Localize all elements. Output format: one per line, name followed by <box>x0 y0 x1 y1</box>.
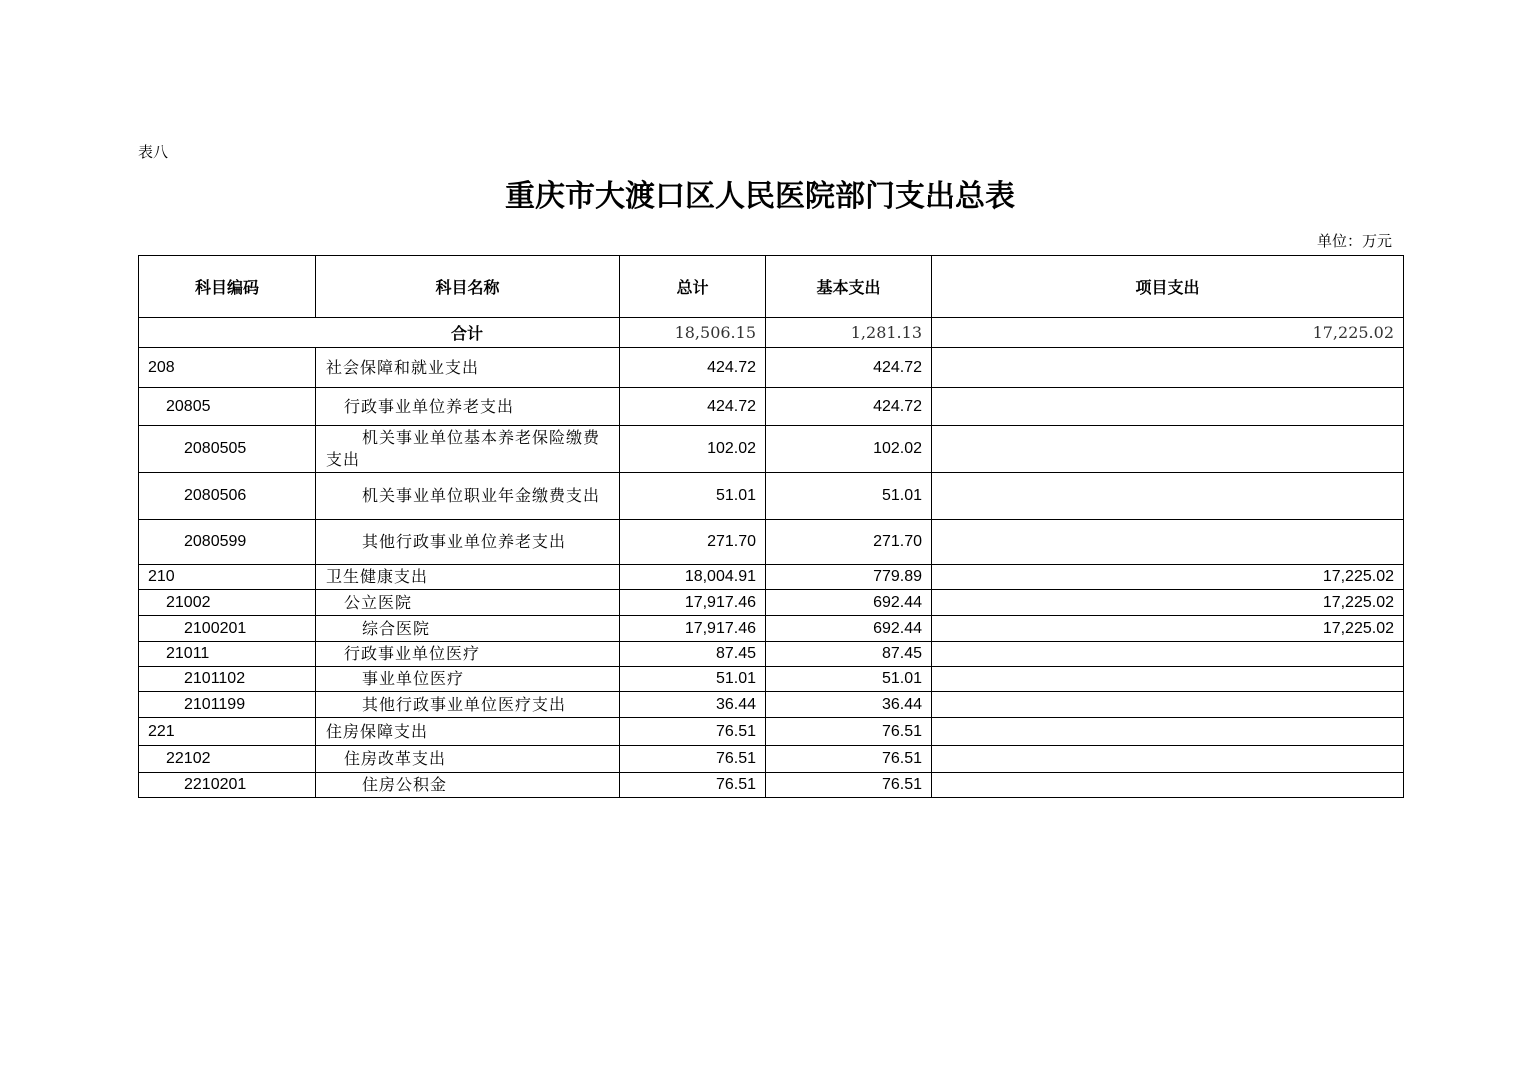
header-project: 项目支出 <box>932 256 1404 318</box>
row-total: 424.72 <box>620 348 766 388</box>
table-row <box>139 642 1404 667</box>
row-code: 20805 <box>139 388 316 426</box>
header-basic: 基本支出 <box>766 256 932 318</box>
row-code: 2101199 <box>139 692 316 718</box>
row-name: 公立医院 <box>316 590 620 616</box>
table-row <box>139 388 1404 426</box>
table-row <box>139 616 1404 642</box>
row-basic: 76.51 <box>766 773 932 798</box>
row-basic: 779.89 <box>766 565 932 590</box>
row-code: 2080599 <box>139 520 316 565</box>
row-name: 住房改革支出 <box>316 746 620 773</box>
total-label: 合计 <box>450 324 483 343</box>
expenditure-table <box>138 255 1404 798</box>
table-row <box>139 520 1404 565</box>
row-total: 424.72 <box>620 388 766 426</box>
row-total: 87.45 <box>620 642 766 667</box>
row-project: 17,225.02 <box>932 590 1404 616</box>
row-name: 行政事业单位养老支出 <box>316 388 620 426</box>
total-project: 17,225.02 <box>932 318 1404 348</box>
table-row <box>139 348 1404 388</box>
row-name: 事业单位医疗 <box>316 667 620 692</box>
table-row <box>139 426 1404 473</box>
row-basic: 76.51 <box>766 746 932 773</box>
row-code: 221 <box>139 718 316 746</box>
row-basic: 271.70 <box>766 520 932 565</box>
table-row <box>139 473 1404 520</box>
row-code: 21002 <box>139 590 316 616</box>
header-total: 总计 <box>620 256 766 318</box>
total-total: 18,506.15 <box>620 318 766 348</box>
total-basic: 1,281.13 <box>766 318 932 348</box>
row-total: 18,004.91 <box>620 565 766 590</box>
row-name: 机关事业单位职业年金缴费支出 <box>316 473 620 520</box>
row-name: 社会保障和就业支出 <box>316 348 620 388</box>
row-project <box>932 426 1404 473</box>
row-project <box>932 692 1404 718</box>
row-total: 76.51 <box>620 746 766 773</box>
table-row <box>139 746 1404 773</box>
header-code: 科目编码 <box>139 256 316 318</box>
header-name: 科目名称 <box>316 256 620 318</box>
row-total: 51.01 <box>620 473 766 520</box>
unit-label: 单位：万元 <box>1316 232 1392 250</box>
row-project <box>932 520 1404 565</box>
row-code: 22102 <box>139 746 316 773</box>
row-total: 17,917.46 <box>620 590 766 616</box>
row-code: 2080506 <box>139 473 316 520</box>
row-name: 机关事业单位基本养老保险缴费支出 <box>316 426 620 473</box>
row-project <box>932 746 1404 773</box>
row-basic: 424.72 <box>766 388 932 426</box>
row-basic: 424.72 <box>766 348 932 388</box>
table-row <box>139 565 1404 590</box>
table-header-row <box>139 256 1404 318</box>
row-total: 17,917.46 <box>620 616 766 642</box>
row-total: 76.51 <box>620 773 766 798</box>
row-basic: 36.44 <box>766 692 932 718</box>
row-project <box>932 348 1404 388</box>
row-code: 2210201 <box>139 773 316 798</box>
total-row <box>139 318 1404 348</box>
row-name: 其他行政事业单位养老支出 <box>316 520 620 565</box>
row-total: 271.70 <box>620 520 766 565</box>
row-project: 17,225.02 <box>932 565 1404 590</box>
row-name: 卫生健康支出 <box>316 565 620 590</box>
table-row <box>139 667 1404 692</box>
row-code: 2080505 <box>139 426 316 473</box>
row-name: 行政事业单位医疗 <box>316 642 620 667</box>
table-row <box>139 718 1404 746</box>
row-basic: 692.44 <box>766 590 932 616</box>
row-project <box>932 642 1404 667</box>
table-row <box>139 773 1404 798</box>
row-code: 2101102 <box>139 667 316 692</box>
row-name: 其他行政事业单位医疗支出 <box>316 692 620 718</box>
row-project <box>932 473 1404 520</box>
row-basic: 76.51 <box>766 718 932 746</box>
total-label-cell <box>139 318 620 348</box>
row-total: 51.01 <box>620 667 766 692</box>
row-project <box>932 773 1404 798</box>
row-project: 17,225.02 <box>932 616 1404 642</box>
row-total: 36.44 <box>620 692 766 718</box>
row-code: 21011 <box>139 642 316 667</box>
row-code: 210 <box>139 565 316 590</box>
row-basic: 51.01 <box>766 667 932 692</box>
row-basic: 102.02 <box>766 426 932 473</box>
table-number-label: 表八 <box>138 143 169 161</box>
row-basic: 51.01 <box>766 473 932 520</box>
row-code: 2100201 <box>139 616 316 642</box>
row-code: 208 <box>139 348 316 388</box>
row-project <box>932 388 1404 426</box>
row-name: 住房保障支出 <box>316 718 620 746</box>
row-basic: 692.44 <box>766 616 932 642</box>
row-project <box>932 667 1404 692</box>
row-name: 综合医院 <box>316 616 620 642</box>
row-project <box>932 718 1404 746</box>
row-total: 76.51 <box>620 718 766 746</box>
document-title: 重庆市大渡口区人民医院部门支出总表 <box>505 179 1015 214</box>
row-name: 住房公积金 <box>316 773 620 798</box>
table-row <box>139 590 1404 616</box>
table-row <box>139 692 1404 718</box>
row-basic: 87.45 <box>766 642 932 667</box>
row-total: 102.02 <box>620 426 766 473</box>
